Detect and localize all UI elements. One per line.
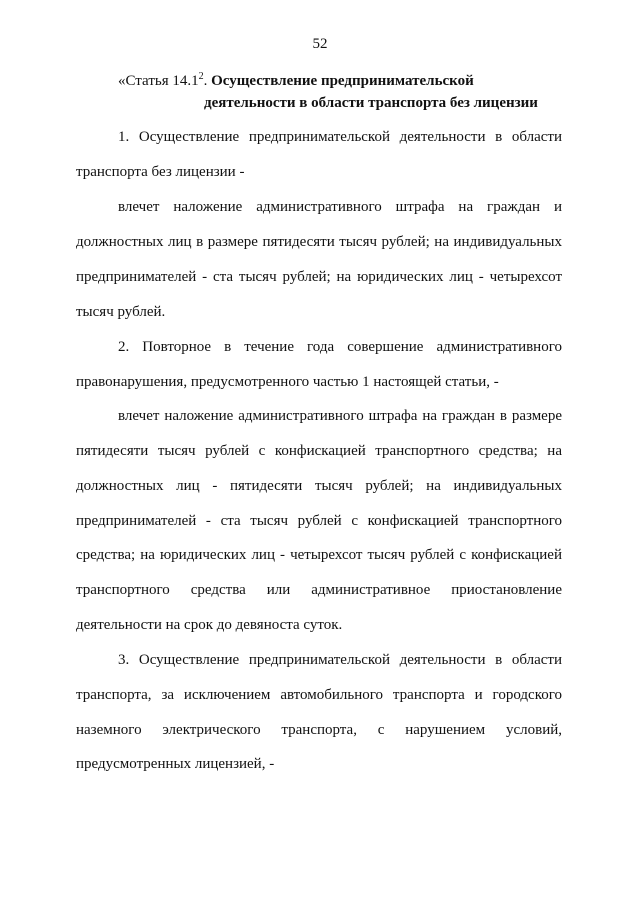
text-line: предусмотренных лицензией, - xyxy=(76,756,275,772)
text-line: правонарушения, предусмотренного частью 1 настоящей статьи, - xyxy=(76,374,499,390)
text-line: транспорта без лицензии - xyxy=(76,164,245,180)
text-line: предпринимателей - ста тысяч рублей; на юридических лиц - четырехсот xyxy=(76,269,562,285)
text-line: должностных лиц - пятидесяти тысяч рублей; на индивидуальных xyxy=(76,478,562,494)
text-line: транспорта, за исключением автомобильного транспорта и городского xyxy=(76,687,562,703)
text-line: предпринимателей - ста тысяч рублей с конфискацией транспортного xyxy=(76,513,562,529)
article-superscript: 2 xyxy=(198,71,204,82)
text-line: средства; на юридических лиц - четырехсот тысяч рублей с конфискацией xyxy=(76,547,562,563)
page-number: 52 xyxy=(312,36,328,52)
article-prefix: «Статья 14.1 xyxy=(118,73,199,89)
text-line: наземного электрического транспорта, с нарушением условий, xyxy=(76,722,562,738)
article-heading xyxy=(118,70,538,114)
text-line: деятельности на срок до девяноста суток. xyxy=(76,617,343,633)
text-line: влечет наложение административного штрафа на граждан и xyxy=(118,199,562,215)
text-line: должностных лиц в размере пятидесяти тысяч рублей; на индивидуальных xyxy=(76,234,562,250)
text-line: тысяч рублей. xyxy=(76,304,166,320)
text-line: транспортного средства или административное приостановление xyxy=(76,582,562,598)
text-line: пятидесяти тысяч рублей с конфискацией транспортного средства; на xyxy=(76,443,562,459)
article-title-line2: деятельности в области транспорта без лицензии xyxy=(204,95,538,111)
text-line: влечет наложение административного штрафа на граждан в размере xyxy=(118,408,562,424)
text-line: 1. Осуществление предпринимательской деятельности в области xyxy=(118,129,562,145)
article-dot: . xyxy=(203,73,208,89)
text-line: 3. Осуществление предпринимательской деятельности в области xyxy=(118,652,562,668)
text-line: 2. Повторное в течение года совершение административного xyxy=(118,339,562,355)
article-title-line1: Осуществление предпринимательской xyxy=(211,73,474,89)
